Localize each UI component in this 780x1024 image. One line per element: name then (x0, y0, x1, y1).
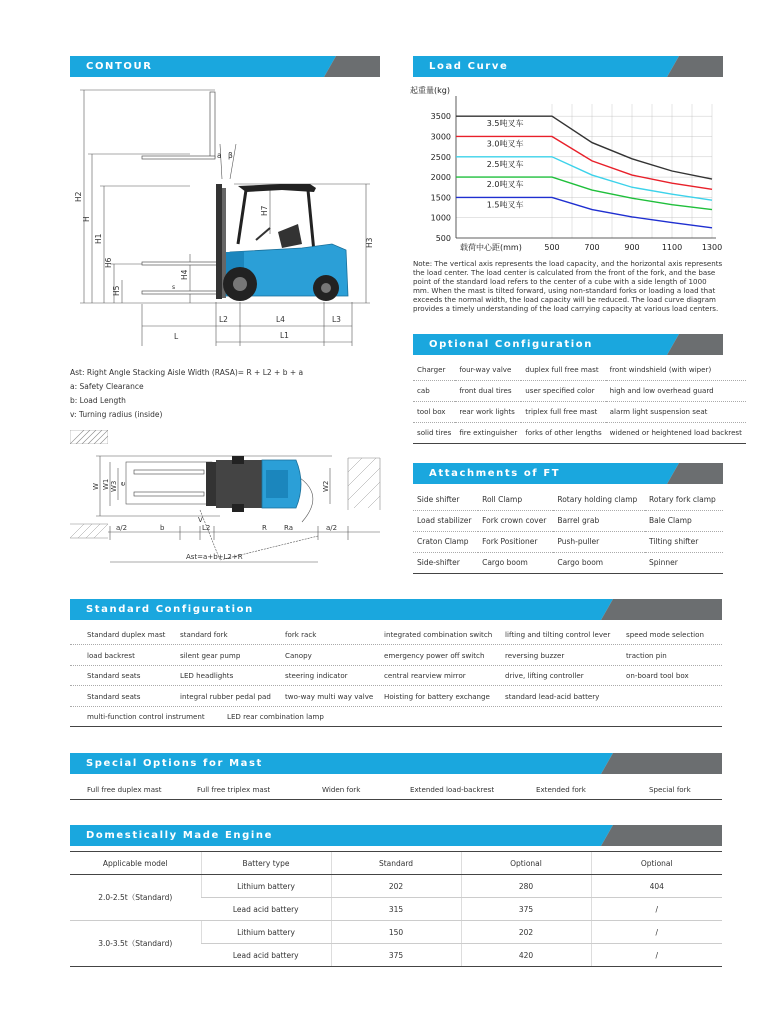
x-tick-label: 500 (544, 243, 560, 252)
table-cell: 375 (461, 898, 591, 921)
table-header-row (70, 852, 722, 875)
table-cell: silent gear pump (180, 651, 241, 660)
table-cell: Tilting shifter (645, 531, 723, 552)
table-row (70, 780, 722, 800)
dim-l2: L2 (219, 315, 228, 324)
engine-banner (70, 825, 722, 846)
table-cell: Side shifter (413, 489, 478, 510)
table-cell: Spinner (645, 552, 723, 573)
attachments-title: Attachments of FT (429, 468, 561, 479)
top-dim-e: e (119, 481, 127, 486)
table-cell: tool box (413, 401, 455, 422)
load-curve-note: Note: The vertical axis represents the load capacity, and the horizontal axis represents the load center. The load center is calculated from the front of the fork, and the base point of the standard load refers to the center of a cube with a side length of 1000 mm. When the mast is tilted forward, using non-standard forks or loading a load that exceeds the normal width, the load capacity will be reduced. The load curve diagram provides a timely understanding of the load carrying capacity at various load centers. (413, 259, 723, 313)
table-cell: Barrel grab (553, 510, 645, 531)
table-cell: LED rear combination lamp (227, 712, 324, 721)
standard-config-banner (70, 599, 722, 620)
table-cell: 280 (461, 875, 591, 898)
dim-l1: L1 (280, 331, 289, 340)
table-cell: Craton Clamp (413, 531, 478, 552)
engine-table (70, 851, 722, 967)
table-cell: LED headlights (180, 671, 234, 680)
table-cell: Cargo boom (478, 552, 553, 573)
legend-ast: Ast: Right Angle Stacking Aisle Width (RASA)= R + L2 + b + a (70, 368, 304, 377)
dim-s: s (172, 284, 176, 291)
table-cell: 420 (461, 944, 591, 967)
table-cell: Standard duplex mast (87, 630, 166, 639)
top-dim-a2-left: a/2 (116, 524, 128, 532)
table-cell: speed mode selection (626, 630, 704, 639)
dim-l3: L3 (332, 315, 341, 324)
table-cell: 150 (331, 921, 461, 944)
table-cell: two-way multi way valve (285, 692, 374, 701)
top-dim-ra: Ra (284, 524, 293, 532)
table-row (413, 531, 723, 552)
table-cell: Load stabilizer (413, 510, 478, 531)
legend-a: a: Safety Clearance (70, 382, 144, 391)
table-row (70, 921, 722, 944)
standard-config-title: Standard Configuration (86, 604, 254, 615)
table-cell: Fork Positioner (478, 531, 553, 552)
table-row (70, 875, 722, 898)
special-options-banner (70, 753, 722, 774)
model-cell: 3.0-3.5t（Standard) (70, 921, 201, 967)
series-label: 1.5吨叉车 (486, 200, 524, 210)
table-row (413, 359, 746, 380)
mast-option: Full free duplex mast (87, 785, 162, 794)
y-tick-label: 500 (435, 234, 451, 243)
top-dim-v: V (198, 516, 203, 524)
column-header: Battery type (201, 852, 331, 875)
table-cell: user specified color (521, 380, 605, 401)
table-cell: Standard seats (87, 671, 141, 680)
top-dim-w1: W1 (102, 478, 110, 490)
table-cell: Fork crown cover (478, 510, 553, 531)
series-label: 2.5吨叉车 (486, 159, 524, 169)
table-cell: front windshield (with wiper) (606, 359, 746, 380)
x-tick-label: 1100 (661, 243, 683, 252)
table-cell: Push-puller (553, 531, 645, 552)
table-cell: solid tires (413, 422, 455, 443)
table-cell: reversing buzzer (505, 651, 565, 660)
attachments-banner (413, 463, 723, 484)
table-cell: Bale Clamp (645, 510, 723, 531)
mast-option: Full free triplex mast (197, 785, 271, 794)
special-options-title: Special Options for Mast (86, 758, 263, 769)
table-row (413, 422, 746, 443)
y-tick-label: 2500 (430, 152, 451, 162)
table-row (70, 646, 722, 666)
table-cell: Roll Clamp (478, 489, 553, 510)
table-cell: emergency power off switch (384, 651, 485, 660)
dim-h4: H4 (180, 269, 189, 280)
table-cell: 375 (331, 944, 461, 967)
dim-h2: H2 (74, 191, 83, 202)
y-axis-label: 起重量(kg) (410, 86, 450, 95)
table-row (70, 666, 722, 686)
x-tick-label: 1300 (701, 243, 722, 252)
y-tick-label: 1500 (430, 193, 451, 203)
top-dim-b: b (160, 524, 165, 532)
dim-h6: H6 (104, 257, 113, 268)
table-cell: triplex full free mast (521, 401, 605, 422)
dim-h7: H7 (260, 205, 269, 216)
series-label: 3.0吨叉车 (486, 139, 524, 149)
contour-banner (70, 56, 380, 77)
table-cell: Charger (413, 359, 455, 380)
table-row (413, 401, 746, 422)
model-cell: 2.0-2.5t（Standard) (70, 875, 201, 921)
x-tick-label: 900 (624, 243, 640, 252)
legend-b: b: Load Length (70, 396, 126, 405)
top-dim-r: R (262, 524, 267, 532)
table-cell: lifting and tilting control lever (505, 630, 611, 639)
table-cell: Lithium battery (201, 875, 331, 898)
series-label: 3.5吨叉车 (486, 119, 524, 129)
forklift-side-diagram (70, 84, 380, 354)
table-row (413, 552, 723, 573)
dim-beta: β (228, 151, 233, 160)
mast-option: Extended load-backrest (410, 785, 495, 794)
column-header: Standard (331, 852, 461, 875)
table-cell: fire extinguisher (455, 422, 521, 443)
x-axis-label: 载荷中心距(mm) (460, 243, 522, 252)
mast-option: Extended fork (536, 785, 586, 794)
contour-title: CONTOUR (86, 61, 153, 72)
dim-l4: L4 (276, 315, 285, 324)
table-cell: load backrest (87, 651, 135, 660)
table-cell: widened or heightened load backrest (606, 422, 746, 443)
table-cell: Cargo boom (553, 552, 645, 573)
table-cell: Rotary holding clamp (553, 489, 645, 510)
table-cell: high and low overhead guard (606, 380, 746, 401)
mast-option: Special fork (649, 785, 691, 794)
table-cell: multi-function control instrument (87, 712, 205, 721)
table-cell: / (591, 898, 722, 921)
top-dim-w2: W2 (322, 480, 330, 492)
table-cell: fork rack (285, 630, 317, 639)
x-tick-label: 700 (584, 243, 600, 252)
load-curve-chart (410, 82, 722, 254)
table-cell: Side-shifter (413, 552, 478, 573)
table-cell: Lead acid battery (201, 944, 331, 967)
hatch-swatch (70, 430, 108, 444)
load-curve-title: Load Curve (429, 61, 509, 72)
attachments-table (413, 489, 723, 574)
table-cell: 202 (461, 921, 591, 944)
table-cell: cab (413, 380, 455, 401)
y-tick-label: 1000 (430, 213, 451, 223)
table-cell: 202 (331, 875, 461, 898)
table-cell: Lead acid battery (201, 898, 331, 921)
column-header: Applicable model (70, 852, 201, 875)
series-label: 2.0吨叉车 (486, 180, 524, 190)
table-cell: Rotary fork clamp (645, 489, 723, 510)
table-cell: forks of other lengths (521, 422, 605, 443)
dim-alpha: a (217, 151, 222, 160)
dim-h5: H5 (112, 285, 121, 296)
table-cell: Canopy (285, 651, 312, 660)
table-cell: on-board tool box (626, 671, 689, 680)
table-cell: Lithium battery (201, 921, 331, 944)
table-row (70, 687, 722, 707)
table-cell: integral rubber pedal pad (180, 692, 271, 701)
table-row (413, 510, 723, 531)
table-cell: drive, lifting controller (505, 671, 584, 680)
table-cell: / (591, 921, 722, 944)
table-cell: 315 (331, 898, 461, 921)
table-cell: four-way valve (455, 359, 521, 380)
table-cell: rear work lights (455, 401, 521, 422)
table-cell: 404 (591, 875, 722, 898)
y-tick-label: 2000 (430, 173, 451, 183)
table-row (413, 489, 723, 510)
table-cell: Standard seats (87, 692, 141, 701)
table-cell: standard fork (180, 630, 228, 639)
table-cell: steering indicator (285, 671, 348, 680)
table-row (413, 380, 746, 401)
dim-l: L (174, 332, 179, 341)
forklift-top-diagram (70, 450, 382, 572)
column-header: Optional (591, 852, 722, 875)
top-dim-w3: W3 (110, 480, 118, 492)
top-dim-w: W (92, 483, 100, 490)
table-cell: integrated combination switch (384, 630, 493, 639)
top-dim-ast: Ast=a+b+L2+R (186, 553, 243, 561)
dim-h1: H1 (94, 233, 103, 244)
table-cell: traction pin (626, 651, 667, 660)
optional-config-title: Optional Configuration (429, 339, 593, 350)
table-cell: central rearview mirror (384, 671, 466, 680)
y-tick-label: 3000 (430, 132, 451, 142)
mast-option: Widen fork (322, 785, 361, 794)
optional-config-table (413, 359, 746, 444)
legend-v: v: Turning radius (inside) (70, 410, 163, 419)
table-cell: duplex full free mast (521, 359, 605, 380)
table-cell: alarm light suspension seat (606, 401, 746, 422)
dim-h3: H3 (365, 237, 374, 248)
column-header: Optional (461, 852, 591, 875)
top-dim-l2: L2 (202, 524, 211, 532)
table-cell: / (591, 944, 722, 967)
engine-title: Domestically Made Engine (86, 830, 274, 841)
table-cell: Hoisting for battery exchange (384, 692, 490, 701)
dim-h: H (82, 216, 91, 222)
table-row (70, 707, 722, 727)
table-row (70, 625, 722, 645)
table-cell: standard lead-acid battery (505, 692, 600, 701)
table-cell: front dual tires (455, 380, 521, 401)
load-curve-banner (413, 56, 723, 77)
y-tick-label: 3500 (430, 112, 451, 122)
top-dim-a2-right: a/2 (326, 524, 338, 532)
optional-config-banner (413, 334, 723, 355)
